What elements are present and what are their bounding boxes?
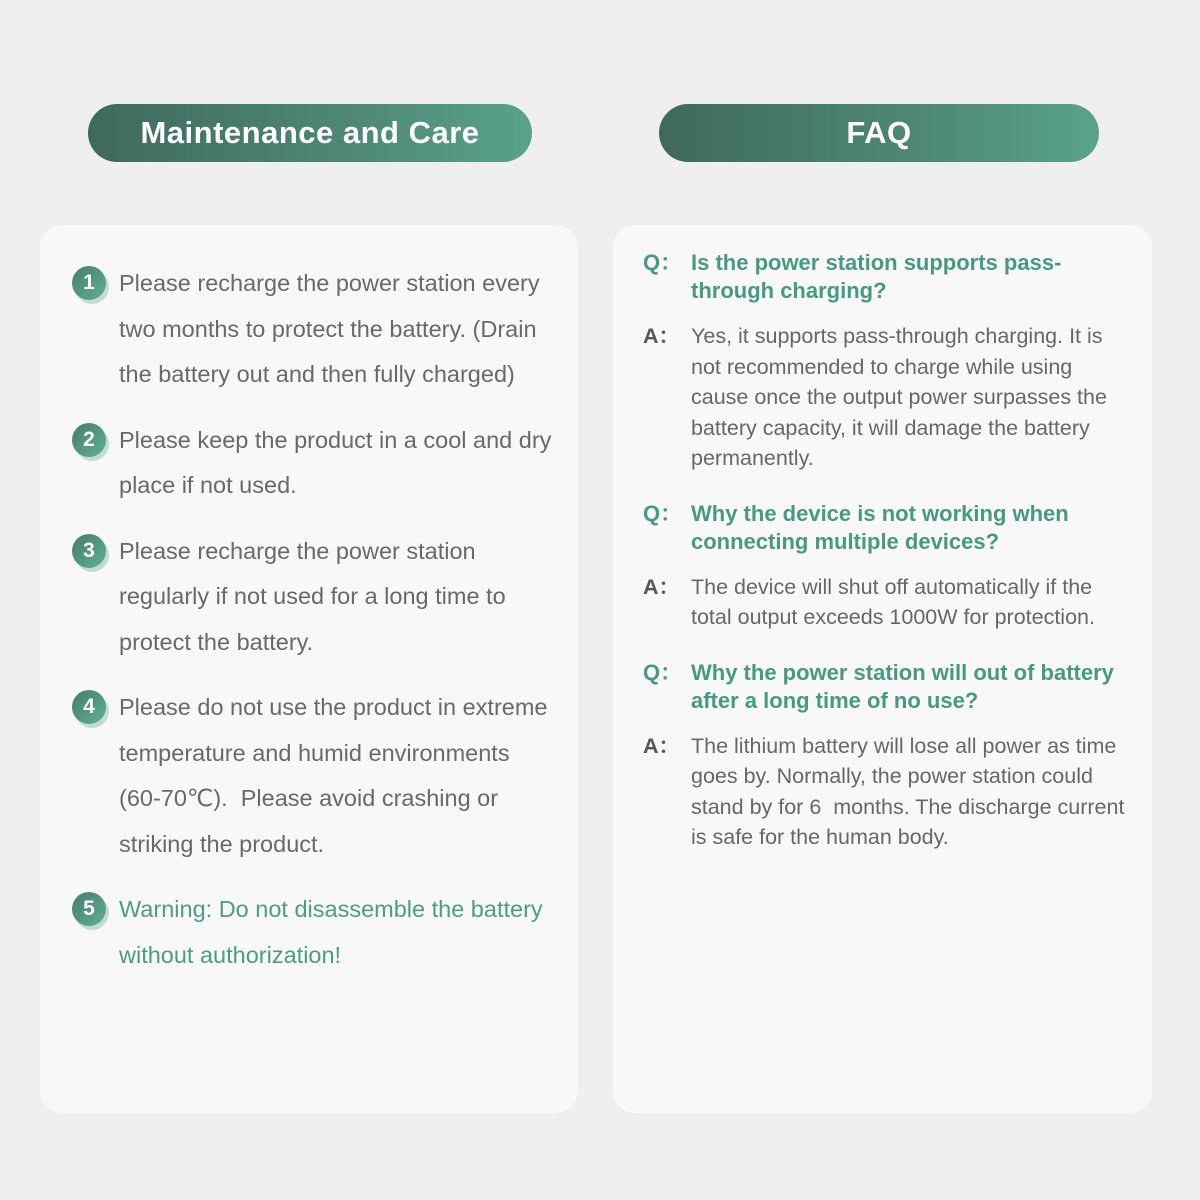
maintenance-step-1 (72, 261, 554, 398)
step-text: Please recharge the power station every two months to protect the battery. (Drain the battery out and then fully charged) (119, 270, 547, 387)
question-text: Why the device is not working when connecting multiple devices? (691, 500, 1075, 554)
maintenance-header-title: Maintenance and Care (140, 115, 480, 150)
warning-text: Warning: Do not disassemble the battery without authorization! (119, 896, 550, 968)
maintenance-card (40, 225, 578, 1113)
faq-question-3 (643, 659, 1132, 715)
answer-text: The lithium battery will lose all power as time goes by. Normally, the power station could stand by for 6 months. The discharge current is safe for the human body. (691, 733, 1131, 849)
faq-answer-2 (643, 572, 1132, 633)
maintenance-step-3 (72, 529, 554, 666)
question-label: Q： (643, 250, 683, 275)
faq-answer-3 (643, 731, 1132, 853)
maintenance-step-4 (72, 685, 554, 867)
step-text: Please keep the product in a cool and dry place if not used. (119, 426, 558, 498)
maintenance-header-pill (88, 104, 532, 162)
step-text: Please recharge the power station regularly if not used for a long time to protect the battery. (119, 537, 513, 655)
faq-card (613, 225, 1152, 1113)
maintenance-step-2 (72, 418, 558, 509)
maintenance-step-5-warning (72, 887, 554, 978)
step-number-badge: 2 (72, 423, 106, 457)
question-label: Q： (643, 659, 683, 685)
faq-header-title: FAQ (846, 115, 912, 150)
question-label: Q： (643, 500, 683, 526)
step-number-badge: 3 (72, 534, 106, 568)
answer-text: Yes, it supports pass-through charging. It is not recommended to charge while using cause once the output power surpasses the battery capacity, it will damage the battery permanently. (691, 324, 1113, 470)
answer-label: A： (643, 574, 681, 599)
faq-answer-1 (643, 321, 1132, 474)
question-text: Why the power station will out of battery after a long time of no use? (691, 659, 1121, 713)
faq-header-pill (659, 104, 1099, 162)
question-text: Is the power station supports pass-through charging? (691, 250, 1062, 303)
answer-label: A： (643, 733, 681, 758)
step-number-badge: 1 (72, 266, 106, 300)
step-number-badge: 4 (72, 690, 106, 724)
answer-label: A： (643, 324, 681, 348)
step-text: Please do not use the product in extreme temperature and humid environments (60-70℃). Please avoid crashing or striking the product. (119, 694, 555, 857)
answer-text: The device will shut off automatically if the total output exceeds 1000W for protection. (691, 574, 1099, 629)
faq-question-1 (643, 249, 1132, 305)
step-number-badge: 5 (72, 892, 106, 926)
faq-question-2 (643, 500, 1132, 556)
